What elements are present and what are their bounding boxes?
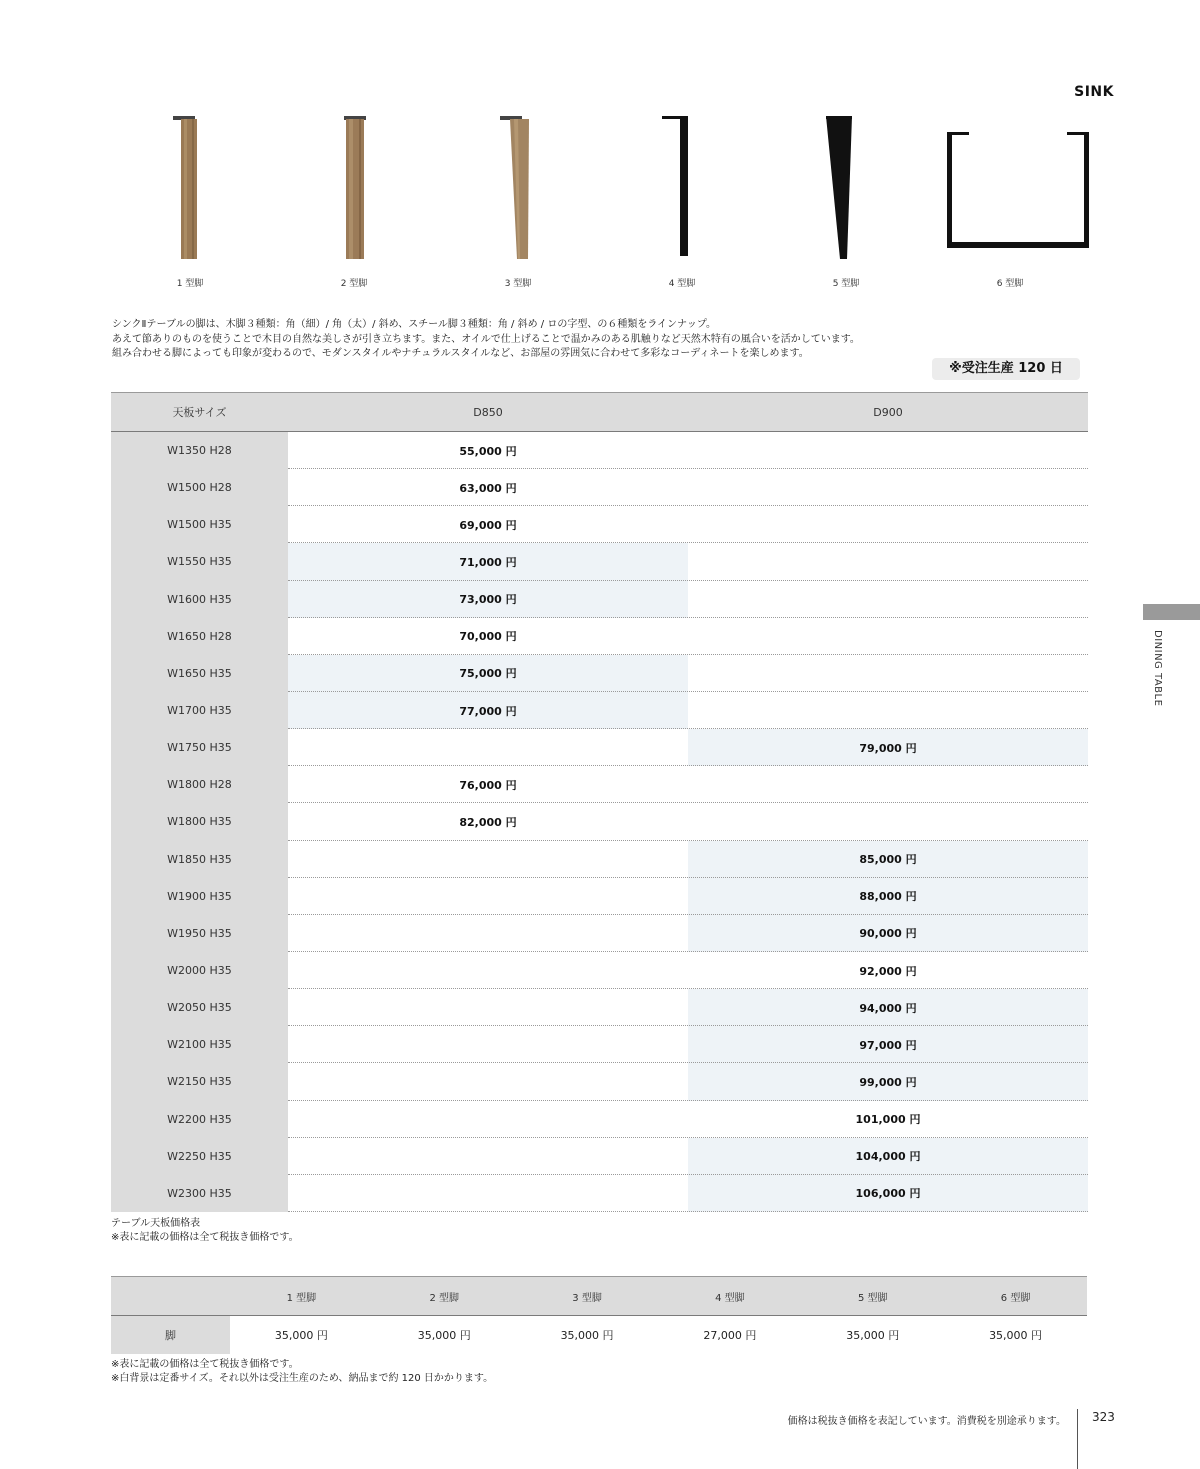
table-row: [111, 618, 1088, 655]
price-cell-d850: 77,000 円: [288, 692, 688, 729]
note-line: ※表に記載の価格は全て税抜き価格です。: [111, 1359, 299, 1370]
price-cell-d900: 106,000 円: [688, 1175, 1088, 1212]
leg-gallery: [110, 110, 1090, 295]
leg-header-5: 5 型脚: [857, 1292, 888, 1304]
table-row: [111, 729, 1088, 766]
price-cell-d900: 101,000 円: [855, 1113, 921, 1127]
header-d850: D850: [473, 405, 503, 419]
price-cell-d900: 85,000 円: [688, 841, 1088, 878]
note-line: テーブル天板価格表: [111, 1218, 201, 1229]
size-cell: W1950 H35: [111, 915, 288, 952]
price-cell-d850: 70,000 円: [459, 630, 517, 644]
section-tab-marker: [1143, 604, 1200, 620]
price-cell-d850: 71,000 円: [288, 543, 688, 580]
size-cell: W1800 H28: [111, 766, 288, 803]
page-number: 323: [1092, 1410, 1115, 1424]
note-line: ※白背景は定番サイズ。それ以外は受注生産のため、納品まで約 120 日かかります。: [111, 1373, 494, 1384]
price-cell-d900: [688, 618, 1088, 655]
table-row: [111, 1175, 1088, 1212]
price-cell-d850: 69,000 円: [459, 518, 517, 532]
price-cell-d900: [688, 469, 1088, 506]
size-cell: W2300 H35: [111, 1175, 288, 1212]
footer-tax-note: 価格は税抜き価格を表記しています。消費税を別途承ります。: [787, 1416, 1066, 1427]
size-cell: W2150 H35: [111, 1063, 288, 1100]
price-cell-d850: [288, 729, 688, 766]
leg-item-5: [766, 110, 926, 295]
price-cell-d850: 63,000 円: [459, 481, 517, 495]
price-cell-d900: [688, 543, 1088, 580]
price-table-header: [111, 392, 1088, 432]
table-row: [111, 543, 1088, 580]
price-cell-d900: [688, 655, 1088, 692]
price-cell-d850: [288, 878, 688, 915]
leg-row-label: 脚: [111, 1316, 230, 1354]
leg-header-6: 6 型脚: [1000, 1292, 1031, 1304]
leg-header-1: 1 型脚: [286, 1292, 317, 1304]
table-row: [111, 766, 1088, 803]
price-cell-d900: 104,000 円: [688, 1138, 1088, 1175]
leg-item-6: [930, 110, 1090, 295]
size-cell: W1350 H28: [111, 432, 288, 469]
leg-item-3: [438, 110, 598, 295]
size-cell: W2250 H35: [111, 1138, 288, 1175]
leg-price-1: 35,000 円: [274, 1329, 328, 1342]
leg-table-notes: [111, 1358, 493, 1386]
size-cell: W1650 H28: [111, 618, 288, 655]
wood-square-thick-leg-icon: [274, 110, 434, 270]
price-cell-d850: 82,000 円: [459, 815, 517, 829]
price-cell-d900: 92,000 円: [859, 964, 917, 978]
table-row: [111, 432, 1088, 469]
price-cell-d900: 88,000 円: [688, 878, 1088, 915]
price-cell-d900: [688, 581, 1088, 618]
price-cell-d850: [288, 1138, 688, 1175]
size-cell: W2100 H35: [111, 1026, 288, 1063]
size-cell: W1500 H28: [111, 469, 288, 506]
note-line: ※表に記載の価格は全て税抜き価格です。: [111, 1232, 299, 1243]
size-cell: W1550 H35: [111, 543, 288, 580]
price-cell-d850: 73,000 円: [288, 581, 688, 618]
table-row: [111, 1101, 1088, 1138]
brand-title: SINK: [1074, 84, 1114, 100]
section-tab-label: DINING TABLE: [1152, 630, 1163, 707]
size-cell: W1750 H35: [111, 729, 288, 766]
description-line: あえて節ありのものを使うことで木目の自然な美しさが引き立ちます。また、オイルで仕上げることで温かみのある肌触りなど天然木特有の風合いを活かしています。: [112, 333, 860, 345]
leg-header-3: 3 型脚: [572, 1292, 602, 1304]
steel-tapered-leg-icon: [766, 110, 926, 270]
footer-divider: [1077, 1409, 1078, 1469]
steel-square-leg-icon: [602, 110, 762, 270]
description-line: 組み合わせる脚によっても印象が変わるので、モダンスタイルやナチュラルスタイルなど、お部屋の雰囲気に合わせて多彩なコーディネートを楽しめます。: [112, 348, 809, 360]
leg-item-4: [602, 110, 762, 295]
made-to-order-badge: ※受注生産 120 日: [932, 358, 1080, 380]
leg-header-4: 4 型脚: [715, 1292, 745, 1304]
leg-price-2: 35,000 円: [417, 1329, 471, 1342]
price-cell-d900: [688, 692, 1088, 729]
table-row: [111, 655, 1088, 692]
leg-item-1: [110, 110, 270, 295]
size-cell: W1850 H35: [111, 841, 288, 878]
size-cell: W1800 H35: [111, 803, 288, 840]
leg-label-6: 6 型脚: [996, 279, 1024, 289]
steel-u-frame-leg-icon: [930, 110, 1090, 270]
table-row: [111, 692, 1088, 729]
price-cell-d900: [688, 432, 1088, 469]
price-cell-d900: [688, 766, 1088, 803]
leg-label-2: 2 型脚: [340, 279, 368, 289]
price-cell-d850: 75,000 円: [288, 655, 688, 692]
table-row: [111, 469, 1088, 506]
leg-header-blank: [111, 1277, 230, 1315]
wood-tapered-leg-icon: [438, 110, 598, 270]
table-row: [111, 841, 1088, 878]
leg-table-header: [111, 1276, 1087, 1316]
size-cell: W2000 H35: [111, 952, 288, 989]
table-row: [111, 989, 1088, 1026]
leg-label-5: 5 型脚: [832, 279, 860, 289]
leg-price-6: 35,000 円: [989, 1329, 1043, 1342]
leg-label-4: 4 型脚: [668, 279, 696, 289]
leg-price-3: 35,000 円: [560, 1329, 614, 1342]
header-size: 天板サイズ: [172, 406, 227, 419]
price-cell-d900: 79,000 円: [688, 729, 1088, 766]
price-cell-d850: [288, 841, 688, 878]
price-table-notes: [111, 1217, 299, 1245]
leg-header-2: 2 型脚: [429, 1292, 460, 1304]
price-cell-d850: [288, 1063, 688, 1100]
size-cell: W2050 H35: [111, 989, 288, 1026]
table-row: [111, 581, 1088, 618]
product-description: [112, 318, 860, 362]
header-d900: D900: [873, 405, 903, 419]
size-cell: W2200 H35: [111, 1101, 288, 1138]
price-cell-d850: 55,000 円: [459, 444, 517, 458]
table-row: [111, 1063, 1088, 1100]
price-cell-d900: 99,000 円: [688, 1063, 1088, 1100]
leg-price-table: [111, 1276, 1087, 1354]
price-cell-d900: [688, 803, 1088, 840]
row-divider: [288, 1211, 1088, 1212]
leg-price-5: 35,000 円: [846, 1329, 900, 1342]
price-cell-d900: [688, 506, 1088, 543]
leg-label-3: 3 型脚: [504, 279, 532, 289]
price-cell-d850: [288, 952, 688, 989]
table-row: [111, 915, 1088, 952]
price-cell-d850: [288, 915, 688, 952]
price-cell-d900: 97,000 円: [688, 1026, 1088, 1063]
price-cell-d850: [288, 989, 688, 1026]
description-line: シンクⅡテーブルの脚は、木脚３種類：角（細）/ 角（太）/ 斜め、スチール脚３種類：角 / 斜め / ロの字型、の６種類をラインナップ。: [112, 319, 717, 330]
table-row: [111, 1138, 1088, 1175]
size-cell: W1900 H35: [111, 878, 288, 915]
price-cell-d900: 90,000 円: [688, 915, 1088, 952]
leg-price-4: 27,000 円: [703, 1329, 757, 1342]
price-cell-d850: [288, 1101, 688, 1138]
price-cell-d850: 76,000 円: [459, 778, 517, 792]
price-cell-d850: [288, 1175, 688, 1212]
size-cell: W1650 H35: [111, 655, 288, 692]
price-table: [111, 392, 1088, 1212]
table-row: [111, 1026, 1088, 1063]
table-row: [111, 803, 1088, 840]
leg-table-row: [111, 1316, 1087, 1354]
size-cell: W1500 H35: [111, 506, 288, 543]
leg-label-1: 1 型脚: [176, 279, 204, 289]
price-cell-d900: 94,000 円: [688, 989, 1088, 1026]
table-row: [111, 506, 1088, 543]
wood-square-thin-leg-icon: [110, 110, 270, 270]
leg-item-2: [274, 110, 434, 295]
table-row: [111, 952, 1088, 989]
size-cell: W1700 H35: [111, 692, 288, 729]
size-cell: W1600 H35: [111, 581, 288, 618]
price-cell-d850: [288, 1026, 688, 1063]
table-row: [111, 878, 1088, 915]
